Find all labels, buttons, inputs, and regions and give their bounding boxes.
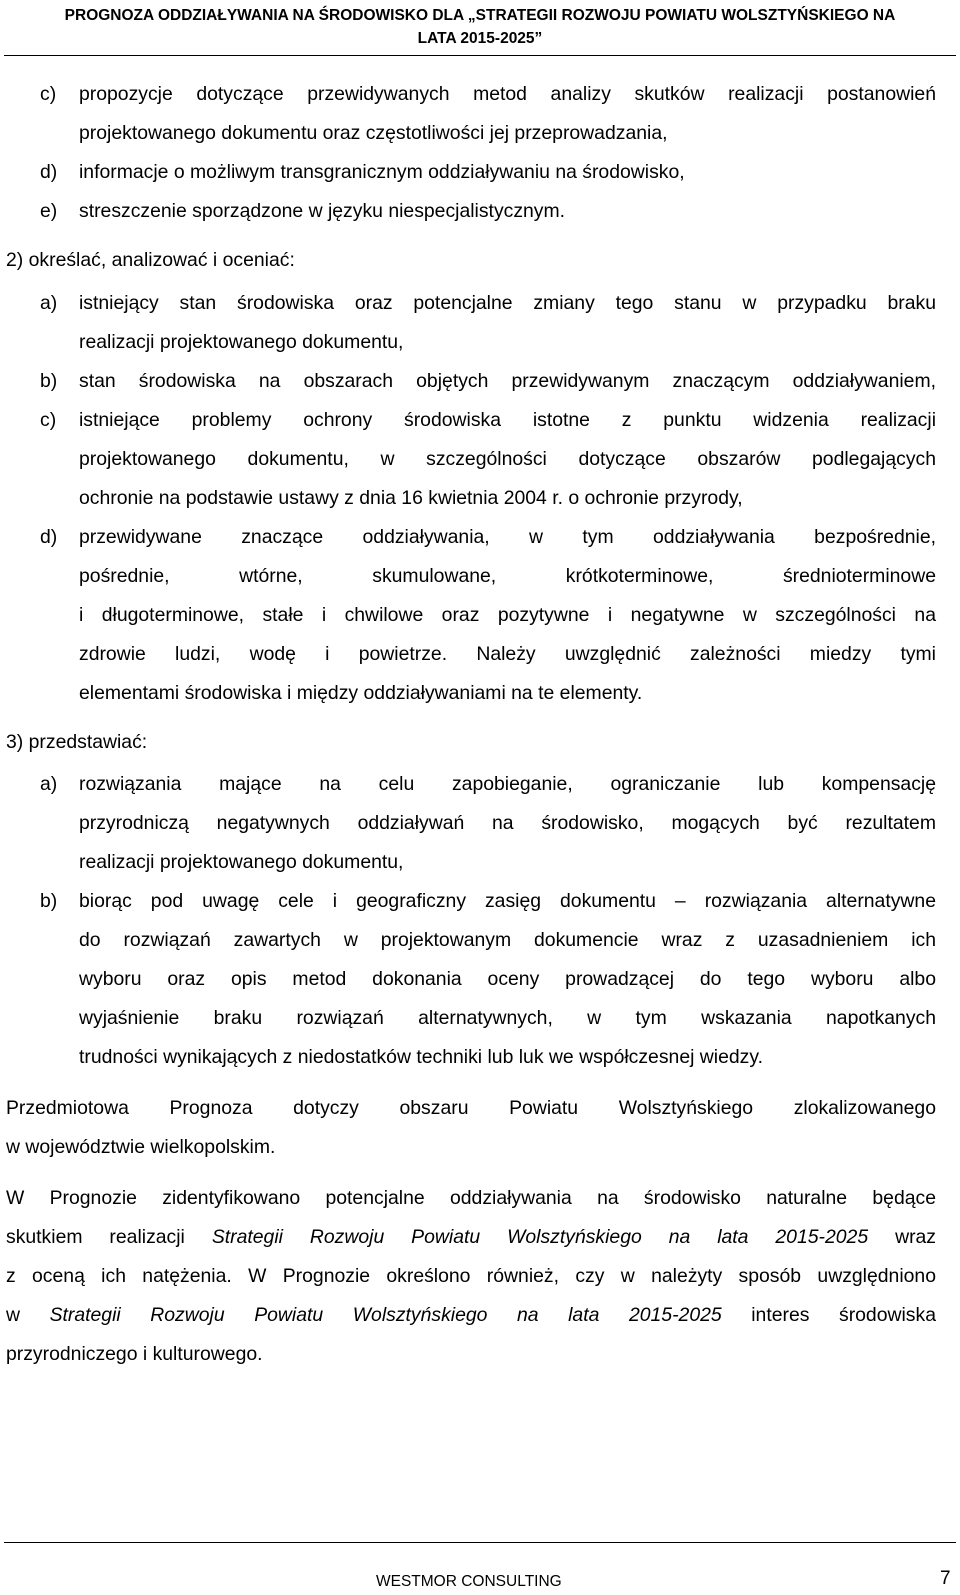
- document-title-italic: Strategii Rozwoju Powiatu Wolsztyńskiego na lata 2015-2025: [211, 1226, 869, 1248]
- document-title-italic: Strategii Rozwoju Powiatu Wolsztyńskiego na lata 2015-2025: [49, 1304, 722, 1326]
- paragraph-line: przyrodniczego i kulturowego.: [6, 1343, 263, 1365]
- list-item-text: przewidywane znaczące oddziaływania, w tym oddziaływania bezpośrednie,: [79, 526, 936, 548]
- page-header: [0, 0, 960, 60]
- list-label: a): [40, 773, 58, 795]
- list-item-text: elementami środowiska i między oddziaływaniami na te elementy.: [79, 682, 643, 704]
- header-title-line2: LATA 2015-2025”: [417, 30, 543, 47]
- list-item-text: stan środowiska na obszarach objętych przewidywanym znaczącym oddziaływaniem,: [79, 370, 936, 392]
- list-label: a): [40, 292, 58, 314]
- list-item-text: wyjaśnienie braku rozwiązań alternatywnych, w tym wskazania napotkanych: [79, 1007, 936, 1029]
- list-label: c): [40, 409, 57, 431]
- paragraph-line: W Prognozie zidentyfikowano potencjalne oddziaływania na środowisko naturalne będące: [6, 1187, 936, 1209]
- footer-company-name: WESTMOR CONSULTING: [376, 1573, 562, 1590]
- list-item-text: ochronie na podstawie ustawy z dnia 16 kwietnia 2004 r. o ochronie przyrody,: [79, 487, 743, 509]
- section-heading: 3) przedstawiać:: [6, 731, 148, 753]
- list-label: b): [40, 890, 58, 912]
- list-label: d): [40, 161, 58, 183]
- header-title-line1: PROGNOZA ODDZIAŁYWANIA NA ŚRODOWISKO DLA „STRATEGII ROZWOJU POWIATU WOLSZTYŃSKIEGO NA: [64, 7, 896, 24]
- list-item-text: istniejące problemy ochrony środowiska istotne z punktu widzenia realizacji: [79, 409, 936, 431]
- list-item-text: propozycje dotyczące przewidywanych metod analizy skutków realizacji postanowień: [79, 83, 936, 105]
- list-item-text: biorąc pod uwagę cele i geograficzny zasięg dokumentu – rozwiązania alternatywne: [79, 890, 936, 912]
- page-number: 7: [940, 1568, 951, 1589]
- list-item-text: zdrowie ludzi, wodę i powietrze. Należy uwzględnić zależności miedzy tymi: [79, 643, 936, 665]
- list-item-text: do rozwiązań zawartych w projektowanym dokumencie wraz z uzasadnieniem ich: [79, 929, 936, 951]
- paragraph-text: w: [6, 1304, 21, 1326]
- list-label: d): [40, 526, 58, 548]
- list-item-text: projektowanego dokumentu, w szczególności dotyczące obszarów podlegających: [79, 448, 936, 470]
- list-item-text: istniejący stan środowiska oraz potencjalne zmiany tego stanu w przypadku braku: [79, 292, 936, 314]
- paragraph-line: [6, 1225, 936, 1249]
- list-item-text: realizacji projektowanego dokumentu,: [79, 851, 404, 873]
- list-item-text: trudności wynikających z niedostatków techniki lub luk we współczesnej wiedzy.: [79, 1046, 764, 1068]
- list-item-text: i długoterminowe, stałe i chwilowe oraz pozytywne i negatywne w szczególności na: [79, 604, 936, 626]
- list-item-text: streszczenie sporządzone w języku niespecjalistycznym.: [79, 200, 566, 222]
- paragraph-line: [6, 1303, 936, 1327]
- paragraph-text: wraz: [895, 1226, 937, 1248]
- paragraph-line: Przedmiotowa Prognoza dotyczy obszaru Powiatu Wolsztyńskiego zlokalizowanego: [6, 1097, 936, 1119]
- list-item-text: przyrodniczą negatywnych oddziaływań na środowisko, mogących być rezultatem: [79, 812, 936, 834]
- paragraph-text: skutkiem realizacji: [6, 1226, 185, 1248]
- list-item-text: rozwiązania mające na celu zapobieganie, ograniczanie lub kompensację: [79, 773, 936, 795]
- header-divider: [4, 55, 956, 56]
- list-item-text: realizacji projektowanego dokumentu,: [79, 331, 404, 353]
- list-item-text: projektowanego dokumentu oraz częstotliwości jej przeprowadzania,: [79, 122, 668, 144]
- paragraph-line: z oceną ich natężenia. W Prognozie określono również, czy w należyty sposób uwzględniono: [6, 1265, 936, 1287]
- list-item-text: wyboru oraz opis metod dokonania oceny prowadzącej do tego wyboru albo: [79, 968, 936, 990]
- footer-divider: [4, 1542, 956, 1543]
- section-heading: 2) określać, analizować i oceniać:: [6, 249, 295, 271]
- list-label: e): [40, 200, 58, 222]
- list-label: b): [40, 370, 58, 392]
- paragraph-line: w województwie wielkopolskim.: [6, 1136, 276, 1158]
- paragraph-text: interes środowiska: [751, 1304, 936, 1326]
- list-item-text: informacje o możliwym transgranicznym oddziaływaniu na środowisko,: [79, 161, 685, 183]
- list-label: c): [40, 83, 57, 105]
- list-item-text: pośrednie, wtórne, skumulowane, krótkoterminowe, średnioterminowe: [79, 565, 936, 587]
